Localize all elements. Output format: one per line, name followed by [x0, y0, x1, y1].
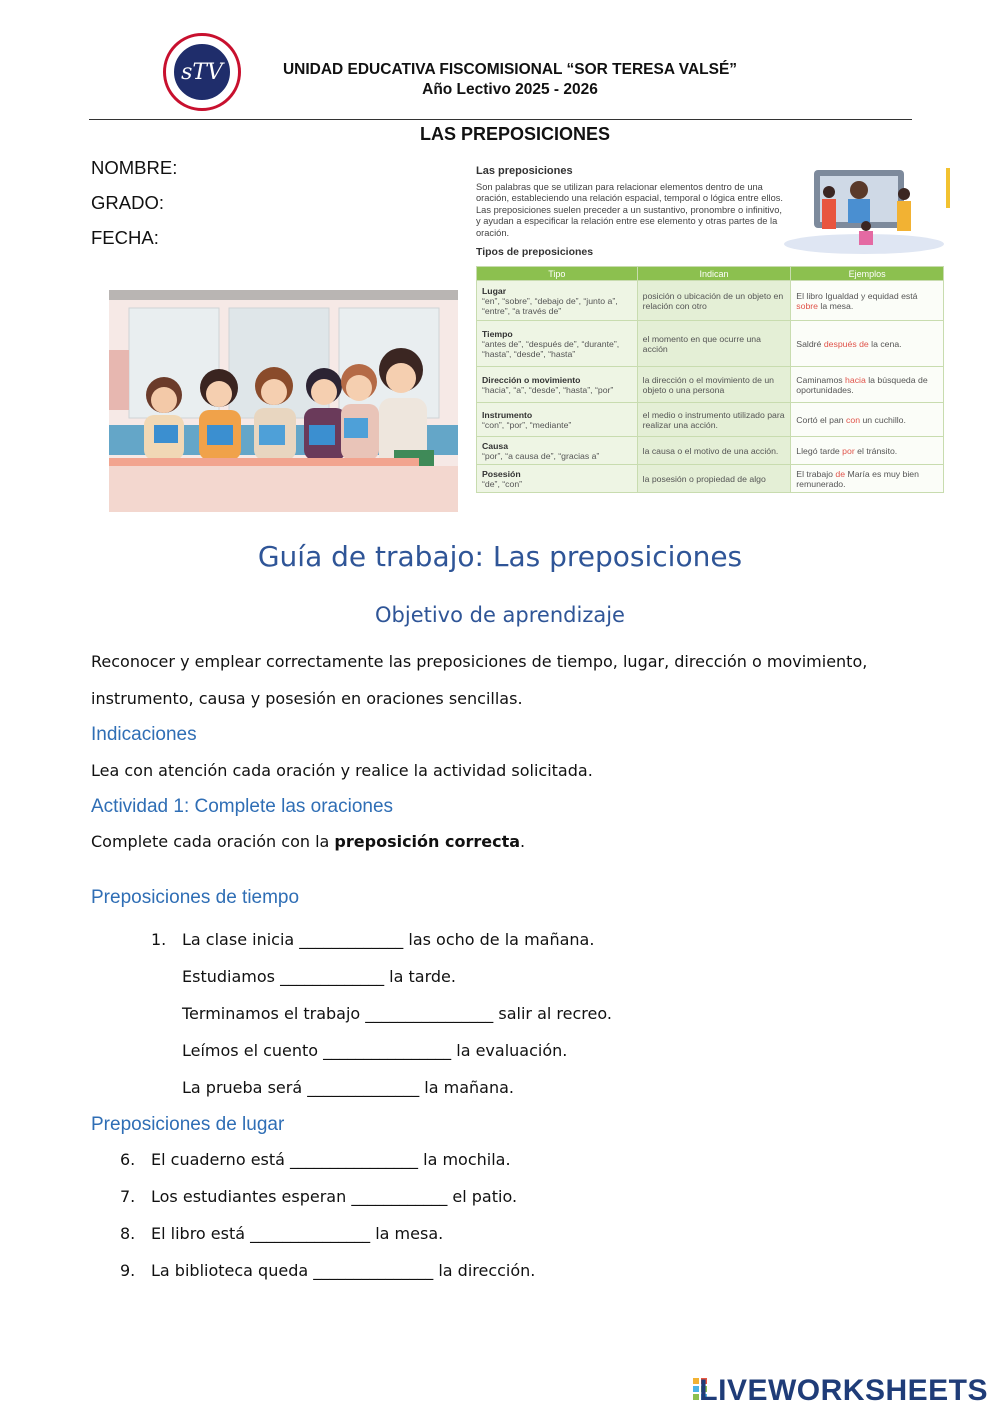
table-row	[477, 321, 944, 367]
info-subheading: Tipos de preposiciones	[476, 246, 594, 258]
prepositions-info-card	[474, 160, 950, 490]
ejemplo-post: la búsqueda de oportunidades.	[796, 374, 928, 395]
students-illustration	[109, 290, 458, 512]
table-header-indican: Indican	[637, 267, 791, 281]
table-row	[477, 437, 944, 465]
lugar-item-9[interactable]: La biblioteca queda _______________ la dirección.	[151, 1261, 536, 1280]
ejemplo-preposition: hacia	[845, 374, 866, 385]
item-number: 8.	[120, 1224, 136, 1243]
field-nombre[interactable]: NOMBRE:	[91, 157, 178, 178]
school-logo-emblem	[172, 42, 232, 102]
table-row	[477, 465, 944, 493]
people-with-laptop-image	[774, 164, 950, 256]
tipo-words: “hacia”, “a”, “desde”, “hasta”, “por”	[482, 384, 614, 395]
guide-title: Guía de trabajo: Las preposiciones	[257, 540, 743, 573]
document-title: LAS PREPOSICIONES	[419, 124, 611, 144]
tipo-words: “por”, “a causa de”, “gracias a”	[482, 450, 600, 461]
ejemplo-preposition: de	[835, 468, 846, 479]
ejemplo-preposition: con	[846, 414, 861, 425]
tiempo-item-2[interactable]: Estudiamos _____________ la tarde.	[182, 967, 456, 986]
info-definition: Son palabras que se utilizan para relacionar elementos dentro de una oración, estableciendo una relación espacial, temporal o lógica entre ellos. Las preposiciones suelen preceder a un sustantivo, pronombre o infinitivo, y ayudan a especificar la relación entre ese elemento y otras partes de la oración.	[476, 182, 783, 238]
school-year: Año Lectivo 2025 - 2026	[422, 81, 598, 98]
tipo-words: “de”, “con”	[482, 478, 523, 489]
info-heading: Las preposiciones	[476, 165, 573, 177]
students-reading-image	[109, 290, 458, 512]
tiempo-item-5[interactable]: La prueba será ______________ la mañana.	[182, 1078, 515, 1097]
tipo-words: “antes de”, “después de”, “durante”, “hasta”, “desde”, “hasta”	[482, 338, 620, 359]
activity-title: Actividad 1: Complete las oraciones	[91, 796, 394, 817]
item-number: 6.	[120, 1150, 136, 1169]
cell-tipo	[477, 367, 638, 403]
cell-tipo	[477, 403, 638, 437]
lugar-item-6[interactable]: El cuaderno está ________________ la mochila.	[151, 1150, 511, 1169]
ejemplo-post: un cuchillo.	[860, 414, 906, 425]
ejemplo-preposition: sobre	[796, 300, 819, 311]
item-number: 1.	[151, 930, 167, 949]
item-number: 9.	[120, 1261, 136, 1280]
ejemplo-pre: Saldré	[796, 338, 824, 349]
tipo-words: “en”, “sobre”, “debajo de”, “junto a”, “entre”, “a través de”	[482, 295, 618, 316]
cell-ejemplo	[791, 437, 944, 465]
lugar-item-7[interactable]: Los estudiantes esperan ____________ el patio.	[151, 1187, 518, 1206]
indicaciones-text: Lea con atención cada oración y realice la actividad solicitada.	[91, 761, 593, 780]
cell-tipo	[477, 281, 638, 321]
table-row	[477, 281, 944, 321]
field-fecha[interactable]: FECHA:	[91, 227, 159, 248]
cell-ejemplo	[791, 367, 944, 403]
field-grado[interactable]: GRADO:	[91, 192, 164, 213]
logo-letters: sTV	[181, 60, 223, 85]
tipo-words: “con”, “por”, “mediante”	[482, 419, 572, 430]
ejemplo-pre: Llegó tarde	[796, 445, 843, 456]
activity-instruction-post: .	[520, 832, 526, 851]
ejemplo-pre: Cortó el pan	[796, 414, 847, 425]
cell-tipo	[477, 465, 638, 493]
table-row	[477, 367, 944, 403]
cell-indican: la posesión o propiedad de algo	[637, 465, 791, 493]
ejemplo-post: María es muy bien remunerado.	[796, 468, 919, 489]
activity-instruction-bold: preposición correcta	[334, 832, 521, 851]
cell-indican: la dirección o el movimiento de un objeto o una persona	[637, 367, 791, 403]
tipo-name: Causa	[482, 440, 509, 451]
tiempo-item-1[interactable]: La clase inicia _____________ las ocho de la mañana.	[182, 930, 595, 949]
table-header-row	[477, 267, 944, 281]
lugar-item-8[interactable]: El libro está _______________ la mesa.	[151, 1224, 444, 1243]
cell-ejemplo	[791, 465, 944, 493]
tipo-name: Tiempo	[482, 328, 513, 339]
tipo-name: Dirección o movimiento	[482, 374, 581, 385]
cell-indican: la causa o el motivo de una acción.	[637, 437, 791, 465]
cell-ejemplo	[791, 403, 944, 437]
tipo-name: Lugar	[482, 285, 507, 296]
school-name: UNIDAD EDUCATIVA FISCOMISIONAL “SOR TERESA VALSÉ”	[282, 61, 738, 78]
ejemplo-preposition: por	[842, 445, 855, 456]
tipo-name: Instrumento	[482, 409, 533, 420]
ejemplo-post: la cena.	[868, 338, 902, 349]
cell-ejemplo	[791, 281, 944, 321]
ejemplo-pre: El libro Igualdad y equidad está	[796, 290, 918, 301]
cell-tipo	[477, 321, 638, 367]
ejemplo-preposition: después de	[823, 338, 869, 349]
table-header-ejemplos: Ejemplos	[791, 267, 944, 281]
ejemplo-pre: El trabajo	[796, 468, 836, 479]
tiempo-item-4[interactable]: Leímos el cuento ________________ la evaluación.	[182, 1041, 568, 1060]
ejemplo-pre: Caminamos	[796, 374, 846, 385]
lugar-section-title: Preposiciones de lugar	[91, 1114, 285, 1135]
school-logo	[163, 33, 241, 111]
prepositions-table	[476, 266, 944, 493]
ejemplo-post: la mesa.	[818, 300, 854, 311]
cell-indican: el medio o instrumento utilizado para realizar una acción.	[637, 403, 791, 437]
header-divider	[89, 119, 912, 120]
liveworksheets-brand[interactable]: LIVEWORKSHEETS	[699, 1374, 988, 1407]
activity-instruction	[91, 823, 921, 860]
indicaciones-title: Indicaciones	[91, 724, 197, 745]
objective-text: Reconocer y emplear correctamente las preposiciones de tiempo, lugar, dirección o movimiento, instrumento, causa y posesión en oraciones sencillas.	[91, 652, 868, 708]
table-row	[477, 403, 944, 437]
cell-indican: el momento en que ocurre una acción	[637, 321, 791, 367]
activity-instruction-pre: Complete cada oración con la	[91, 832, 335, 851]
cell-indican: posición o ubicación de un objeto en relación con otro	[637, 281, 791, 321]
school-header	[250, 60, 770, 100]
table-header-tipo: Tipo	[477, 267, 638, 281]
ejemplo-post: el tránsito.	[854, 445, 898, 456]
tiempo-item-3[interactable]: Terminamos el trabajo ________________ salir al recreo.	[182, 1004, 612, 1023]
objective-title: Objetivo de aprendizaje	[375, 603, 625, 627]
tipo-name: Posesión	[482, 468, 521, 479]
item-number: 7.	[120, 1187, 136, 1206]
cell-ejemplo	[791, 321, 944, 367]
tiempo-section-title: Preposiciones de tiempo	[91, 887, 300, 908]
cell-tipo	[477, 437, 638, 465]
